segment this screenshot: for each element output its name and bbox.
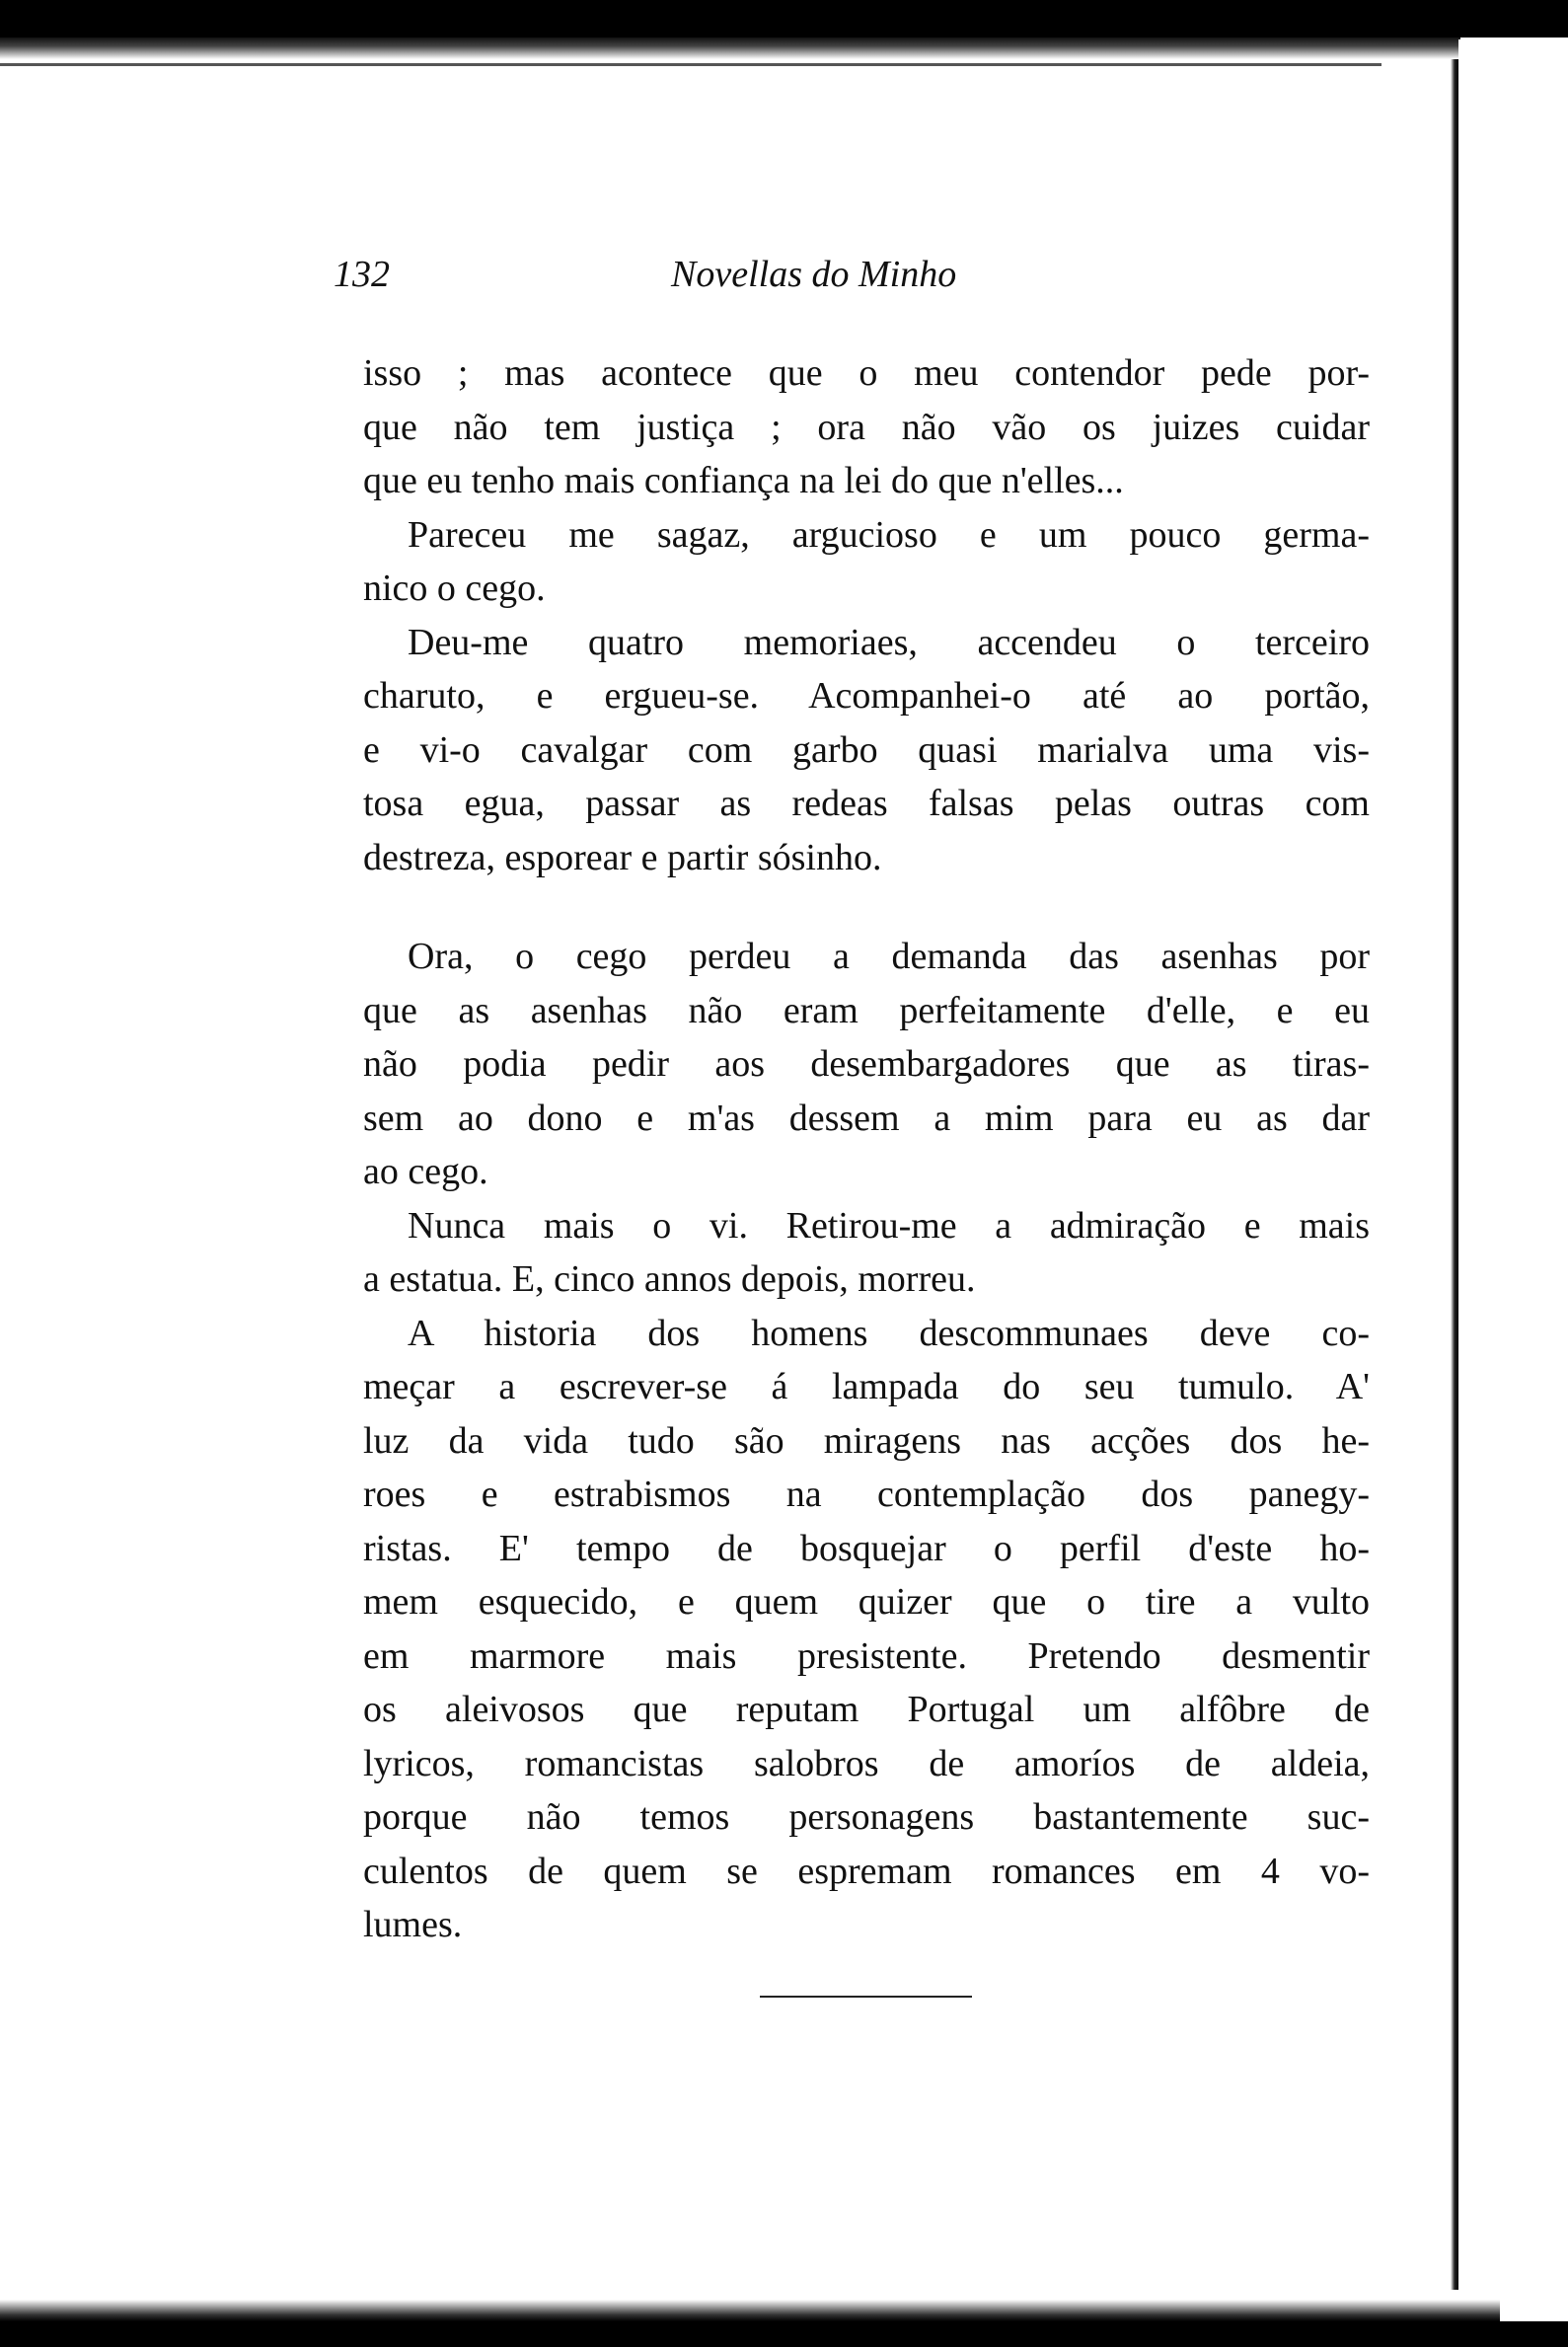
text-line: culentos de quem se espremam romances em 4 vo-: [363, 1850, 1370, 1892]
scan-bottom-shadow: [0, 2300, 1500, 2321]
text-line: ao cego.: [363, 1151, 488, 1192]
text-line: Ora, o cego perdeu a demanda das asenhas por: [408, 936, 1370, 977]
text-line: Deu-me quatro memoriaes, accendeu o terceiro: [408, 621, 1370, 663]
text-line: porque não temos personagens bastantemente suc-: [363, 1796, 1370, 1838]
text-line: lyricos, romancistas salobros de amoríos de aldeia,: [363, 1742, 1370, 1784]
text-line: a estatua. E, cinco annos depois, morreu.: [363, 1258, 976, 1300]
text-line: sem ao dono e m'as dessem a mim para eu as dar: [363, 1097, 1370, 1139]
text-line: tosa egua, passar as redeas falsas pelas outras com: [363, 783, 1370, 824]
page-number: 132: [334, 254, 390, 295]
text-line: roes e estrabismos na contemplação dos panegy-: [363, 1474, 1370, 1515]
section-end-rule: [760, 1996, 972, 1998]
text-line: não podia pedir aos desembargadores que as tiras-: [363, 1043, 1370, 1085]
text-line: charuto, e ergueu-se. Acompanhei-o até ao portão,: [363, 675, 1370, 717]
scan-right-edge: [1451, 59, 1458, 2290]
text-line: lumes.: [363, 1904, 463, 1945]
text-line: destreza, esporear e partir sósinho.: [363, 836, 882, 878]
scan-top-edge: [0, 0, 1568, 38]
text-line: Pareceu me sagaz, argucioso e um pouco germa-: [408, 513, 1370, 556]
scan-bottom-edge: [0, 2321, 1568, 2347]
text-line: meçar a escrever-se á lampada do seu tumulo. A': [363, 1366, 1370, 1407]
text-line: que não tem justiça ; ora não vão os juizes cuidar: [363, 406, 1370, 448]
text-line: luz da vida tudo são miragens nas acções dos he-: [363, 1419, 1370, 1462]
scan-top-line: [0, 63, 1381, 66]
text-line: e vi-o cavalgar com garbo quasi marialva uma vis-: [363, 728, 1370, 771]
scan-right-margin: [1458, 39, 1568, 2347]
text-line: A historia dos homens descommunaes deve co-: [408, 1312, 1370, 1354]
text-line: que eu tenho mais confiança na lei do que n'elles...: [363, 460, 1124, 501]
text-line: nico o cego.: [363, 568, 546, 609]
text-line: Nunca mais o vi. Retirou-me a admiração e mais: [408, 1204, 1370, 1247]
text-line: os aleivosos que reputam Portugal um alfôbre de: [363, 1689, 1370, 1730]
text-line: mem esquecido, e quem quizer que o tire a vulto: [363, 1581, 1370, 1623]
text-line: em marmore mais presistente. Pretendo desmentir: [363, 1634, 1370, 1677]
text-line: que as asenhas não eram perfeitamente d'elle, e eu: [363, 989, 1370, 1031]
scan-top-shadow: [0, 38, 1460, 59]
running-title: Novellas do Minho: [671, 254, 957, 295]
text-line: isso ; mas acontece que o meu contendor pede por-: [363, 352, 1370, 394]
text-line: ristas. E' tempo de bosquejar o perfil d'este ho-: [363, 1527, 1370, 1569]
